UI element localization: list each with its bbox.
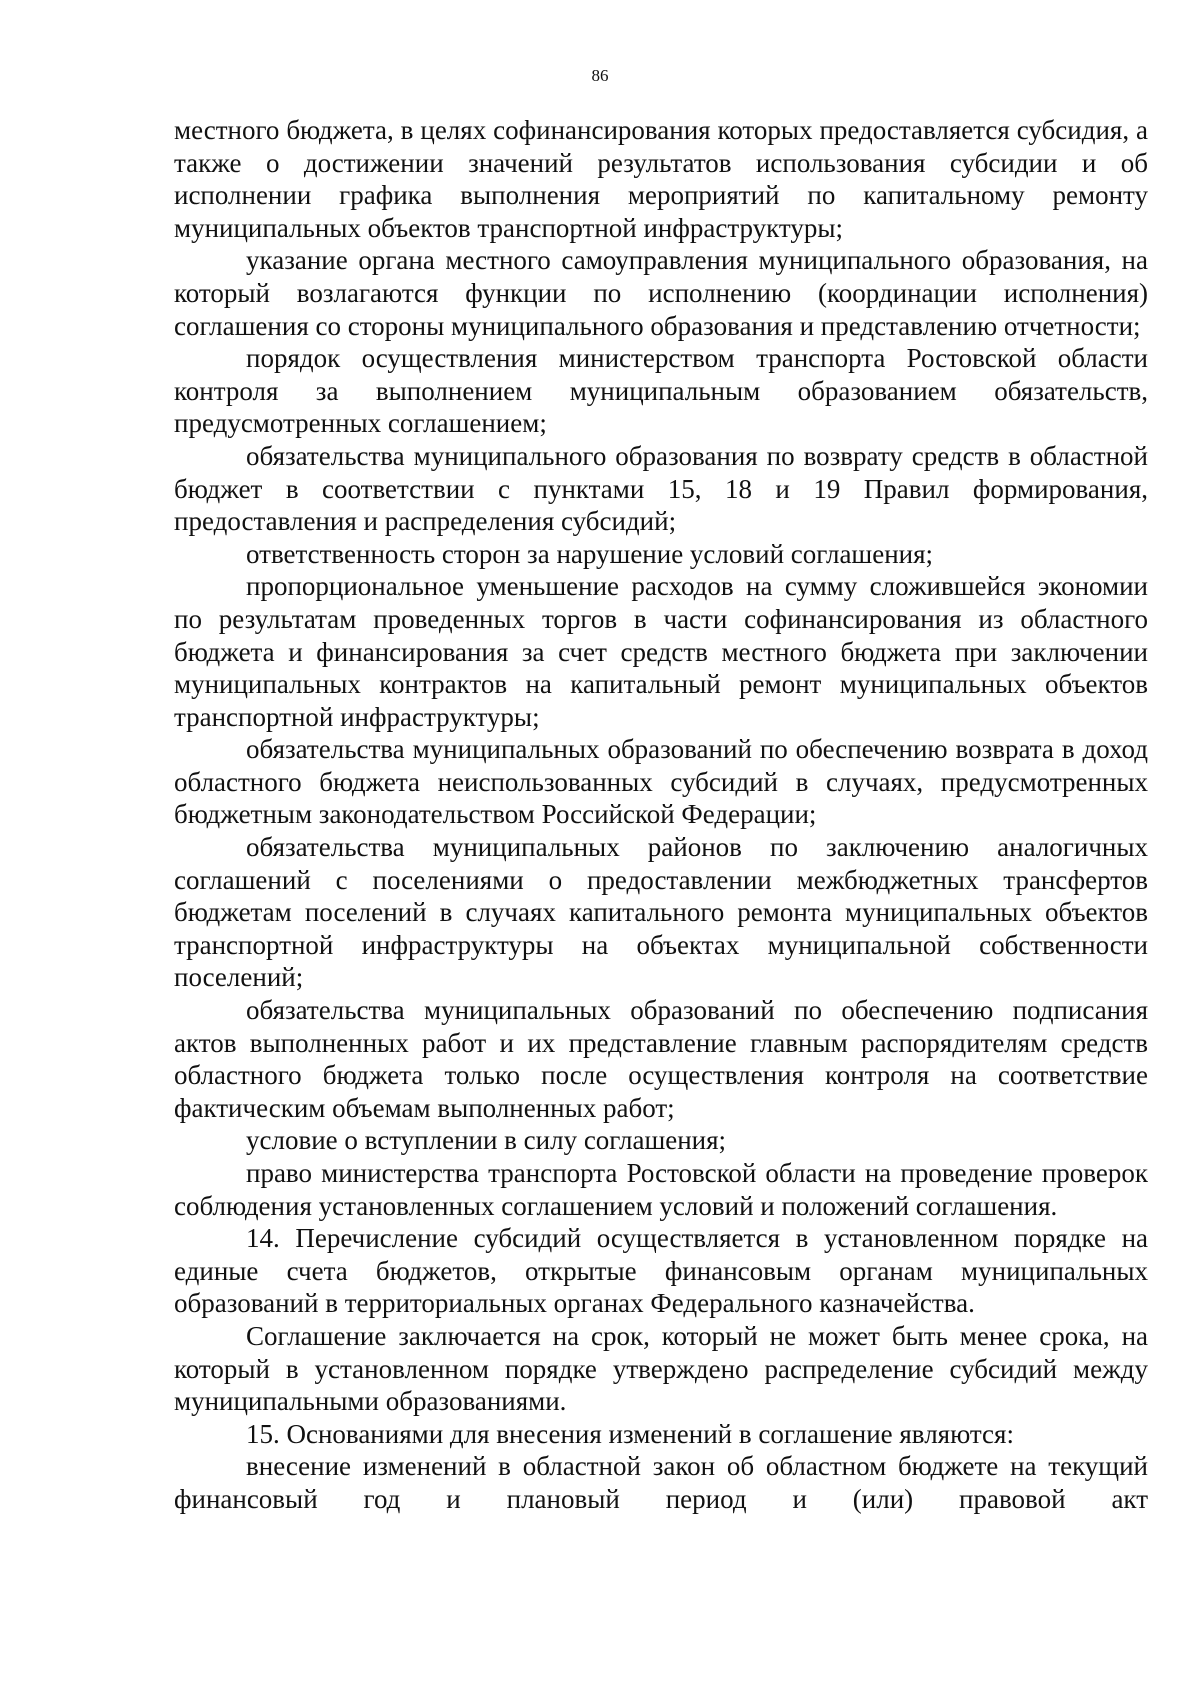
paragraph-6: пропорциональное уменьшение расходов на сумму сложившейся экономии по результатам проведенных торгов в части софинансирования из областного бюджета и финансирования за счет средств местного бюджета при заключении муниципальных контрактов на капитальный ремонт муниципальных объектов транспортной инфраструктуры; xyxy=(174,571,1148,732)
paragraph-12: 14. Перечисление субсидий осуществляется в установленном порядке на единые счета бюджетов, открытые финансовым органам муниципальных образований в территориальных органах Федерального казначейства. xyxy=(174,1223,1148,1319)
paragraph-5: ответственность сторон за нарушение условий соглашения; xyxy=(246,538,934,569)
paragraph-15: внесение изменений в областной закон об областном бюджете на текущий финансовый год и плановый период и (или) правовой акт xyxy=(174,1451,1148,1514)
paragraph-14: 15. Основаниями для внесения изменений в соглашение являются: xyxy=(246,1418,1014,1449)
paragraph-7: обязательства муниципальных образований по обеспечению возврата в доход областного бюджета неиспользованных субсидий в случаях, предусмотренных бюджетным законодательством Российской Федерации; xyxy=(174,734,1148,830)
paragraph-2: указание органа местного самоуправления муниципального образования, на который возлагаются функции по исполнению (координации исполнения) соглашения со стороны муниципального образования и представлению отчетности; xyxy=(174,245,1148,341)
paragraph-3: порядок осуществления министерством транспорта Ростовской области контроля за выполнением муниципальным образованием обязательств, предусмотренных соглашением; xyxy=(174,343,1148,439)
paragraph-4: обязательства муниципального образования по возврату средств в областной бюджет в соответствии с пунктами 15, 18 и 19 Правил формирования, предоставления и распределения субсидий; xyxy=(174,440,1148,537)
paragraph-11: право министерства транспорта Ростовской области на проведение проверок соблюдения установленных соглашением условий и положений соглашения. xyxy=(174,1158,1148,1221)
paragraph-9: обязательства муниципальных образований по обеспечению подписания актов выполненных работ и их представление главным распорядителям средств областного бюджета только после осуществления контроля на соответствие фактическим объемам выполненных работ; xyxy=(174,995,1148,1123)
paragraph-8: обязательства муниципальных районов по заключению аналогичных соглашений с поселениями о предоставлении межбюджетных трансфертов бюджетам поселений в случаях капитального ремонта муниципальных объектов транспортной инфраструктуры на объектах муниципальной собственности поселений; xyxy=(174,832,1148,993)
document-body xyxy=(174,114,1148,1516)
paragraph-10: условие о вступлении в силу соглашения; xyxy=(246,1125,727,1156)
paragraph-1: местного бюджета, в целях софинансирования которых предоставляется субсидия, а также о достижении значений результатов использования субсидии и об исполнении графика выполнения мероприятий по капитальному ремонту муниципальных объектов транспортной инфраструктуры; xyxy=(174,115,1148,243)
page-number: 86 xyxy=(591,66,609,85)
paragraph-13: Соглашение заключается на срок, который не может быть менее срока, на который в установленном порядке утверждено распределение субсидий между муниципальными образованиями. xyxy=(174,1320,1148,1417)
